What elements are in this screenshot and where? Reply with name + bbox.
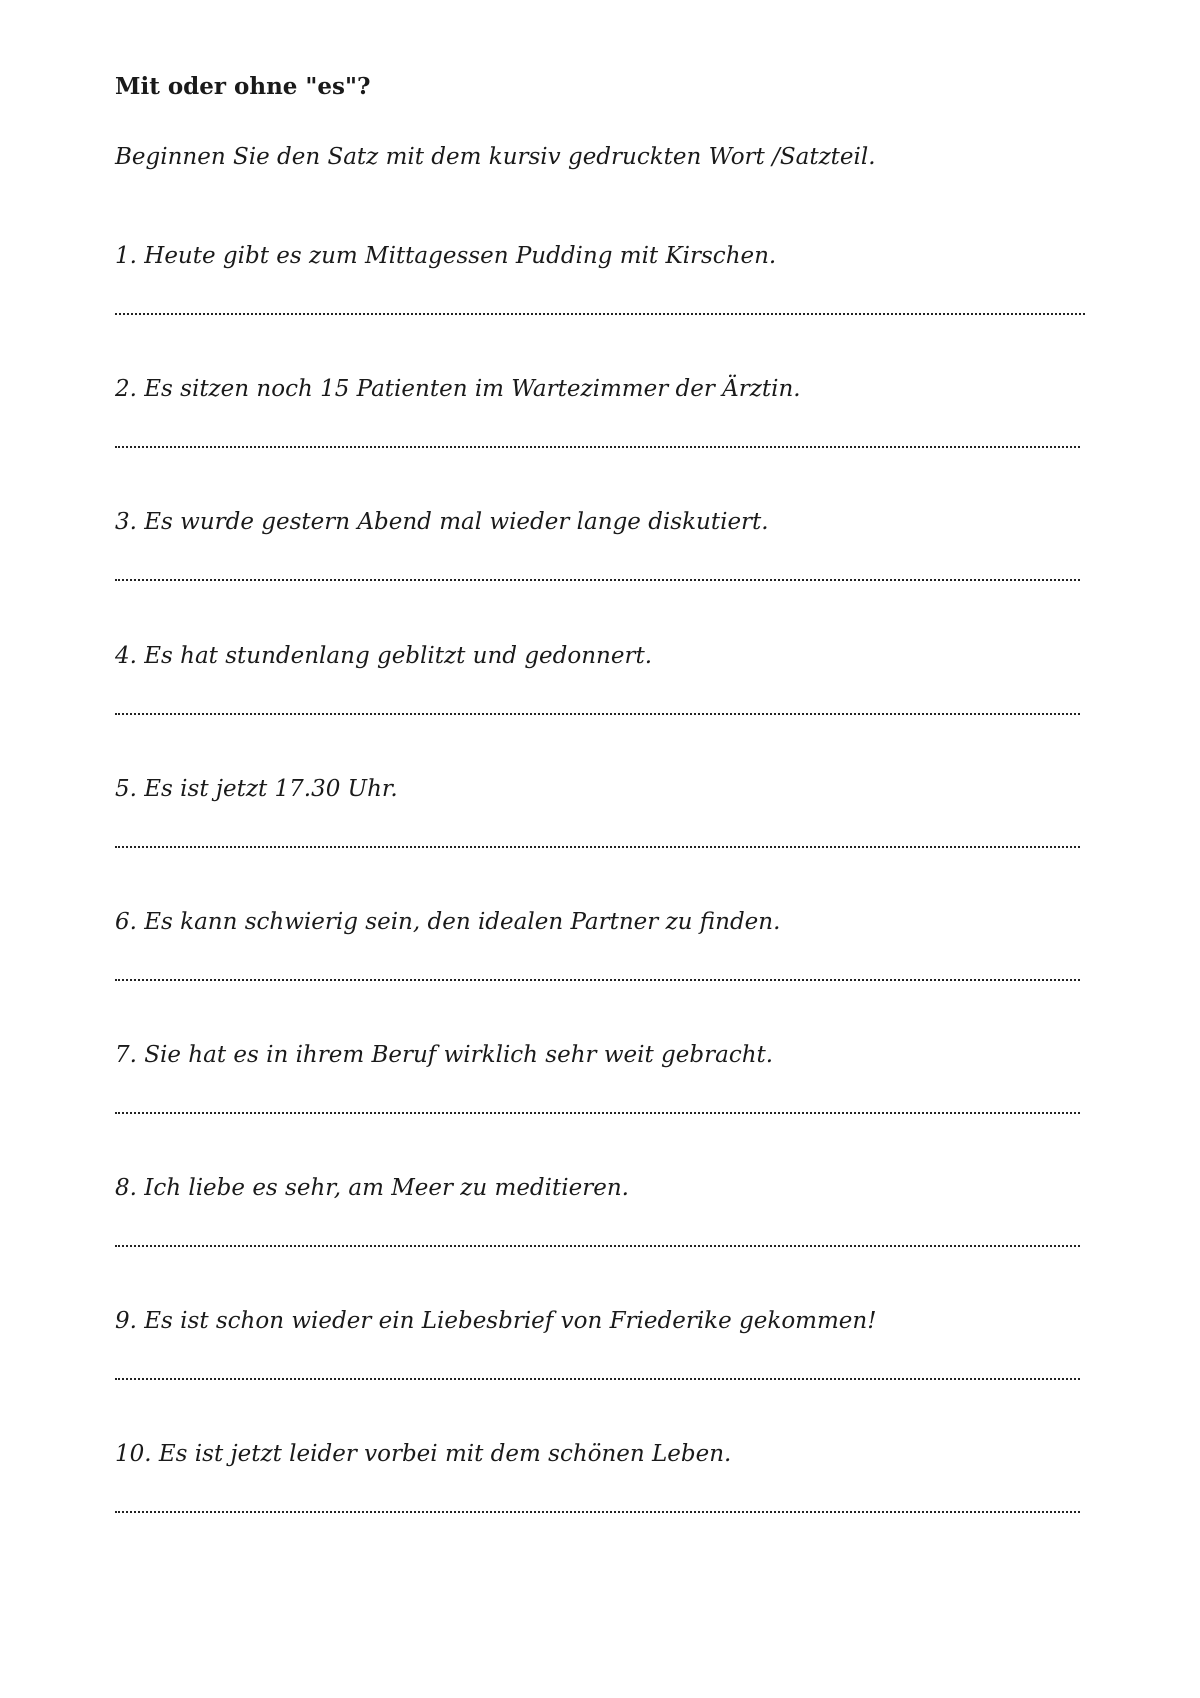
answer-line[interactable] xyxy=(115,1112,1080,1114)
answer-line[interactable] xyxy=(115,446,1080,448)
exercise-item-4 xyxy=(115,641,1085,751)
exercise-sentence: 3. Es wurde gestern Abend mal wieder lange diskutiert. xyxy=(115,509,769,535)
answer-line[interactable] xyxy=(115,1511,1080,1513)
exercise-sentence: 7. Sie hat es in ihrem Beruf wirklich sehr weit gebracht. xyxy=(115,1042,774,1068)
exercise-item-9 xyxy=(115,1306,1085,1416)
exercise-sentence: 10. Es ist jetzt leider vorbei mit dem schönen Leben. xyxy=(115,1441,732,1467)
exercise-item-8 xyxy=(115,1173,1085,1283)
answer-line[interactable] xyxy=(115,313,1085,315)
answer-line[interactable] xyxy=(115,846,1080,848)
answer-line[interactable] xyxy=(115,1378,1080,1380)
exercise-sentence: 1. Heute gibt es zum Mittagessen Pudding mit Kirschen. xyxy=(115,243,777,269)
exercise-item-6 xyxy=(115,907,1085,1017)
exercise-sentence: 4. Es hat stundenlang geblitzt und gedonnert. xyxy=(115,643,653,669)
exercise-item-3 xyxy=(115,507,1085,617)
exercise-item-2 xyxy=(115,374,1085,484)
answer-line[interactable] xyxy=(115,713,1080,715)
worksheet-instruction: Beginnen Sie den Satz mit dem kursiv gedruckten Wort /Satzteil. xyxy=(115,144,876,170)
exercise-item-7 xyxy=(115,1040,1085,1150)
exercise-sentence: 5. Es ist jetzt 17.30 Uhr. xyxy=(115,776,398,802)
exercise-item-10 xyxy=(115,1439,1085,1549)
answer-line[interactable] xyxy=(115,579,1080,581)
exercise-item-5 xyxy=(115,774,1085,884)
answer-line[interactable] xyxy=(115,1245,1080,1247)
exercise-sentence: 9. Es ist schon wieder ein Liebesbrief von Friederike gekommen! xyxy=(115,1308,877,1334)
exercise-item-1 xyxy=(115,241,1085,351)
exercise-sentence: 2. Es sitzen noch 15 Patienten im Wartezimmer der Ärztin. xyxy=(115,376,801,402)
exercise-sentence: 8. Ich liebe es sehr, am Meer zu meditieren. xyxy=(115,1175,629,1201)
answer-line[interactable] xyxy=(115,979,1080,981)
worksheet-title: Mit oder ohne "es"? xyxy=(115,73,371,100)
exercise-sentence: 6. Es kann schwierig sein, den idealen Partner zu finden. xyxy=(115,909,781,935)
